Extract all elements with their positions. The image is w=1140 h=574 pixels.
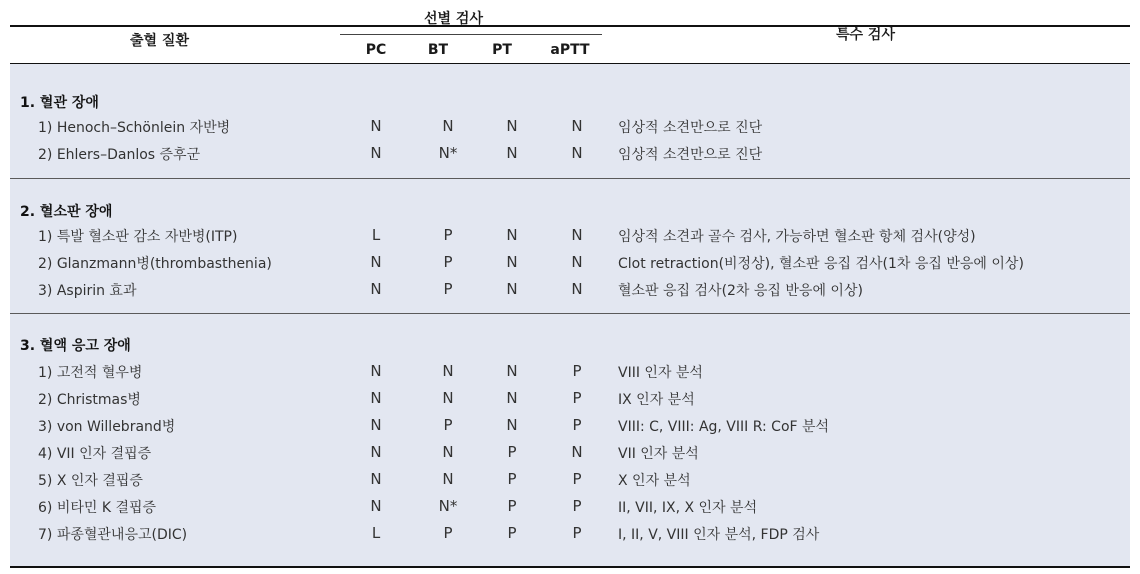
section-title: 1. 혈관 장애 [20,95,99,111]
pt-value: N [506,253,518,271]
aptt-value: N [571,144,583,162]
pt-value: N [506,226,518,244]
pt-value: N [506,389,518,407]
disease-name: 2) Glanzmann병(thrombasthenia) [38,256,272,272]
header-disease: 출혈 질환 [130,33,189,49]
header-test-aptt: aPTT [550,42,590,58]
table-row [10,141,1130,165]
table-row [10,277,1130,301]
header-test-pc: PC [365,42,387,58]
header-test-bt: BT [427,42,449,58]
special-test: IX 인자 분석 [618,392,695,408]
header-test-pt: PT [492,42,512,58]
pc-value: N [370,280,382,298]
disease-name: 2) Ehlers–Danlos 증후군 [38,147,201,163]
section-divider [10,313,1130,314]
pt-value: P [507,497,517,515]
section-title: 3. 혈액 응고 장애 [20,338,131,354]
table-row [10,250,1130,274]
bt-value: N [442,362,454,380]
pc-value: L [371,524,381,542]
disease-name: 6) 비타민 K 결핍증 [38,500,157,516]
pt-value: P [507,470,517,488]
special-test: 임상적 소견만으로 진단 [618,147,763,163]
pc-value: N [370,470,382,488]
bt-value: N [442,470,454,488]
header-special: 특수 검사 [836,27,895,43]
pc-value: N [370,362,382,380]
bottom-rule [10,566,1130,568]
bt-value: N [442,389,454,407]
disease-name: 1) Henoch–Schönlein 자반병 [38,120,231,136]
pt-value: N [506,144,518,162]
special-test: Clot retraction(비정상), 혈소판 응집 검사(1차 응집 반응에 이상) [618,256,1024,272]
special-test: II, VII, IX, X 인자 분석 [618,500,758,516]
table-row [10,114,1130,138]
bt-value: P [443,280,453,298]
disease-name: 3) von Willebrand병 [38,419,176,435]
section-divider [10,178,1130,179]
table-row [10,386,1130,410]
bt-value: N* [438,144,458,162]
aptt-value: N [571,117,583,135]
screening-subrule [340,34,602,35]
section-title: 2. 혈소판 장애 [20,204,113,220]
pc-value: N [370,389,382,407]
pt-value: N [506,416,518,434]
pc-value: N [370,253,382,271]
pc-value: N [370,144,382,162]
bt-value: P [443,524,453,542]
aptt-value: P [572,416,582,434]
disease-name: 3) Aspirin 효과 [38,283,137,299]
table-row [10,494,1130,518]
special-test: X 인자 분석 [618,473,691,489]
disease-name: 2) Christmas병 [38,392,141,408]
disease-name: 1) 고전적 혈우병 [38,365,143,381]
disease-name: 5) X 인자 결핍증 [38,473,143,489]
bt-value: N* [438,497,458,515]
aptt-value: P [572,470,582,488]
pc-value: N [370,443,382,461]
header-screening: 선별 검사 [424,11,483,27]
pc-value: N [370,416,382,434]
special-test: VII 인자 분석 [618,446,699,462]
disease-name: 1) 특발 혈소판 감소 자반병(ITP) [38,229,238,245]
table-row [10,440,1130,464]
special-test: VIII 인자 분석 [618,365,703,381]
pt-value: N [506,117,518,135]
top-rule [10,25,1130,27]
aptt-value: N [571,226,583,244]
special-test: I, II, V, VIII 인자 분석, FDP 검사 [618,527,820,543]
bt-value: P [443,253,453,271]
special-test: 임상적 소견만으로 진단 [618,120,763,136]
table-row [10,521,1130,545]
aptt-value: P [572,389,582,407]
table-row [10,467,1130,491]
aptt-value: N [571,253,583,271]
table-row [10,223,1130,247]
aptt-value: P [572,524,582,542]
aptt-value: P [572,362,582,380]
table-row [10,359,1130,383]
pt-value: P [507,524,517,542]
pt-value: N [506,362,518,380]
bt-value: N [442,117,454,135]
bt-value: P [443,226,453,244]
special-test: 임상적 소견과 골수 검사, 가능하면 혈소판 항체 검사(양성) [618,229,976,245]
aptt-value: P [572,497,582,515]
pc-value: N [370,117,382,135]
disease-name: 7) 파종혈관내응고(DIC) [38,527,188,543]
special-test: VIII: C, VIII: Ag, VIII R: CoF 분석 [618,419,830,435]
bt-value: N [442,443,454,461]
aptt-value: N [571,443,583,461]
pc-value: L [371,226,381,244]
bt-value: P [443,416,453,434]
table-row [10,413,1130,437]
aptt-value: N [571,280,583,298]
pc-value: N [370,497,382,515]
disease-name: 4) VII 인자 결핍증 [38,446,152,462]
pt-value: N [506,280,518,298]
pt-value: P [507,443,517,461]
special-test: 혈소판 응집 검사(2차 응집 반응에 이상) [618,283,863,299]
